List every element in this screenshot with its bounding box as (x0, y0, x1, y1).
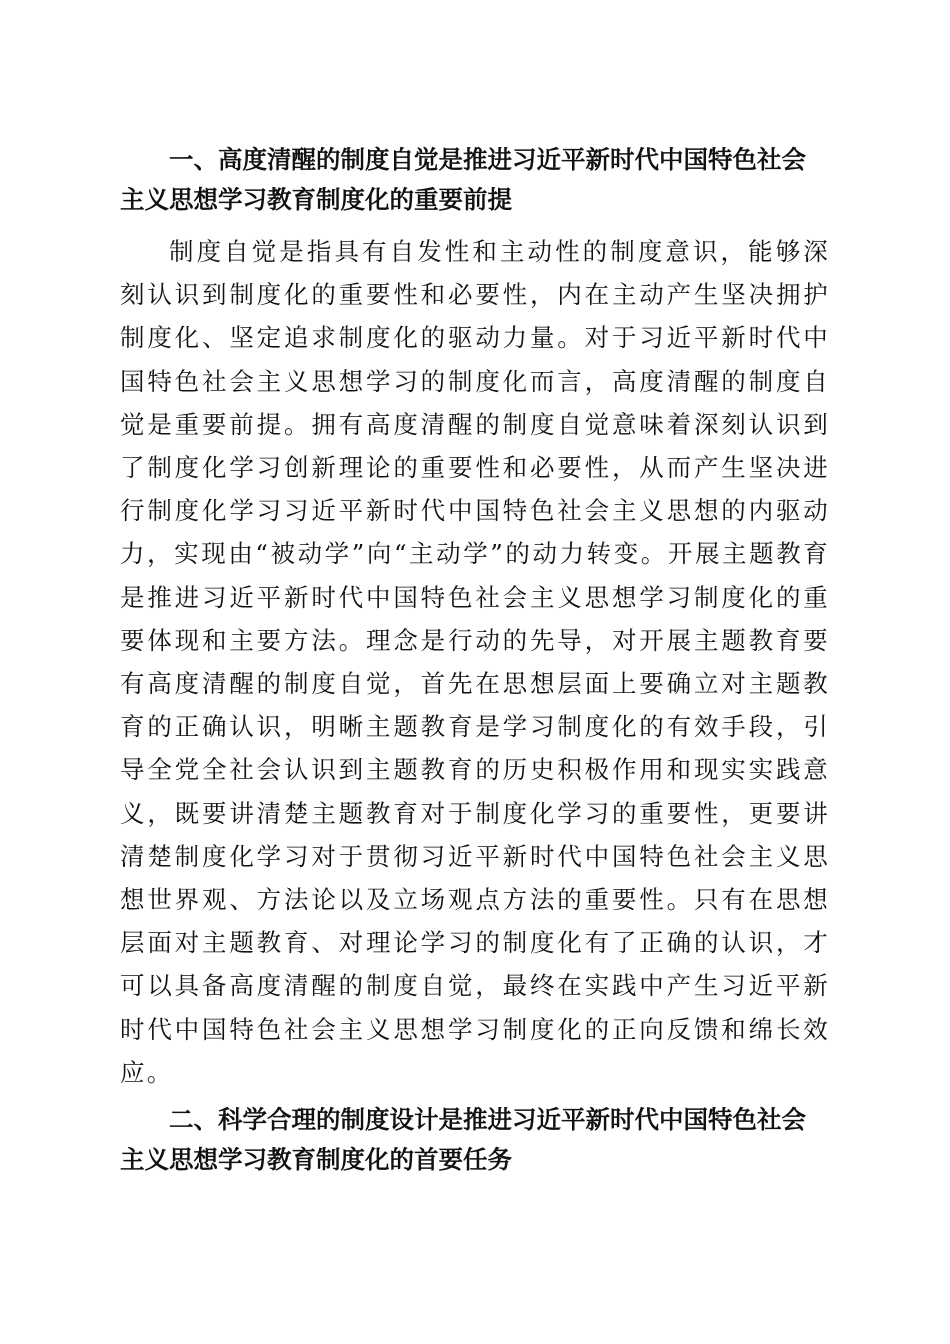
section-1-heading: 一、高度清醒的制度自觉是推进习近平新时代中国特色社会主义思想学习教育制度化的重要前提 (120, 145, 806, 214)
section-2-heading: 二、科学合理的制度设计是推进习近平新时代中国特色社会主义思想学习教育制度化的首要任务 (120, 1105, 806, 1175)
document-body (120, 140, 830, 1180)
section-1-paragraph: 制度自觉是指具有自发性和主动性的制度意识，能够深刻认识到制度化的重要性和必要性，内在主动产生坚决拥护制度化、坚定追求制度化的驱动力量。对于习近平新时代中国特色社会主义思想学习的制度化而言，高度清醒的制度自觉是重要前提。拥有高度清醒的制度自觉意味着深刻认识到了制度化学习创新理论的重要性和必要性，从而产生坚决进行制度化学习习近平新时代中国特色社会主义思想的内驱动力，实现由“被动学”向“主动学”的动力转变。开展主题教育是推进习近平新时代中国特色社会主义思想学习制度化的重要体现和主要方法。理念是行动的先导，对开展主题教育要有高度清醒的制度自觉，首先在思想层面上要确立对主题教育的正确认识，明晰主题教育是学习制度化的有效手段，引导全党全社会认识到主题教育的历史积极作用和现实实践意义，既要讲清楚主题教育对于制度化学习的重要性，更要讲清楚制度化学习对于贯彻习近平新时代中国特色社会主义思想世界观、方法论以及立场观点方法的重要性。只有在思想层面对主题教育、对理论学习的制度化有了正确的认识，才可以具备高度清醒的制度自觉，最终在实践中产生习近平新时代中国特色社会主义思想学习制度化的正向反馈和绵长效应。 (120, 237, 830, 1087)
